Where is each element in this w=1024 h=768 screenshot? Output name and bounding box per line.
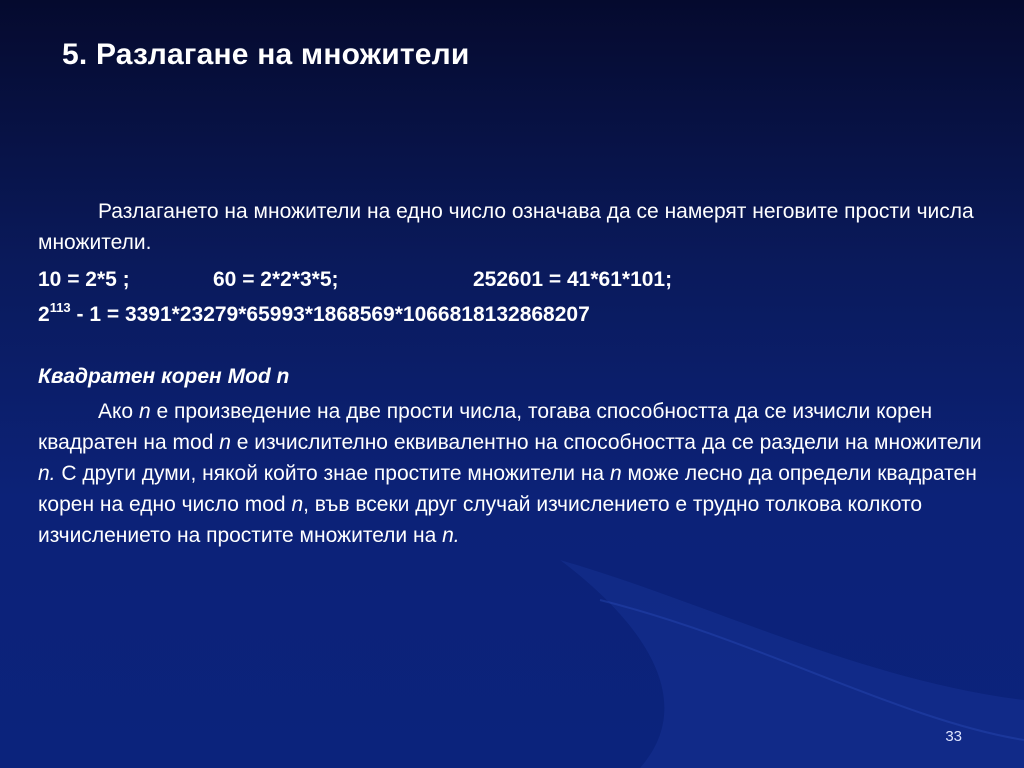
body-var-n-6: n. [442,524,460,547]
example-3: 252601 = 41*61*101; [473,268,673,291]
body-paragraph [38,396,988,551]
body-text-6: , във всеки друг случай изчислението е трудно толкова колкото изчислението на простите множители на [38,493,923,547]
body-text-1: Ако [98,400,139,423]
big-example [38,299,988,330]
slide-title: 5. Разлагане на множители [62,38,470,71]
body-var-n-4: n [609,462,622,485]
big-example-base: 2 [38,303,50,326]
body-var-n-1: n [138,400,151,423]
intro-paragraph: Разлагането на множители на едно число означава да се намерят неговите прости числа множители. [38,200,974,254]
section-subheading: Квадратен корен Mod n [38,365,290,388]
big-example-factors: - 1 = 3391*23279*65993*1868569*1066818132868207 [70,303,590,326]
big-example-exponent: 113 [49,300,71,315]
page-number: 33 [945,728,962,745]
body-text-5: може лесно да определи квадратен корен на едно число mod [38,462,977,516]
body-var-n-2: n [219,431,231,454]
body-var-n-5: n [291,493,304,516]
body-var-n-3: n. [38,462,56,485]
slide-content [38,196,988,551]
example-2: 60 = 2*2*3*5; [213,268,339,291]
example-1: 10 = 2*5 ; [38,268,130,291]
body-text-2: е произведение на две прости числа, тогава способността да се изчисли корен квадратен на mod [38,400,933,454]
body-text-3: е изчислително еквивалентно на способността да се раздели на множители [230,431,982,454]
examples-row [38,264,988,295]
body-text-4: С други думи, някой който знае простите множители на [55,462,610,485]
